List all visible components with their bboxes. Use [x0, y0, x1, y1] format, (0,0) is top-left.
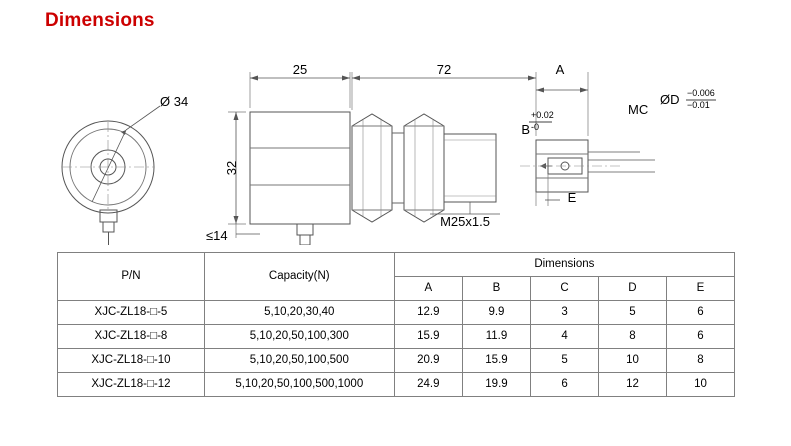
header-d: D	[598, 277, 666, 301]
cell-b: 9.9	[462, 301, 530, 325]
dim-E-label: E	[567, 190, 577, 205]
cell-pn: XJC-ZL18-□-10	[58, 349, 205, 373]
table-row	[58, 325, 735, 349]
cell-e: 6	[666, 325, 734, 349]
header-b: B	[462, 277, 530, 301]
tol-D-upper: −0.006	[687, 88, 715, 98]
cell-c: 5	[531, 349, 599, 373]
header-a: A	[394, 277, 462, 301]
table-row	[58, 349, 735, 373]
header-e: E	[666, 277, 734, 301]
tol-B-upper: +0.02	[531, 110, 554, 120]
cell-d: 8	[598, 325, 666, 349]
header-dimensions: Dimensions	[394, 253, 734, 277]
cell-a: 15.9	[394, 325, 462, 349]
cell-pn: XJC-ZL18-□-12	[58, 373, 205, 397]
cell-pn: XJC-ZL18-□-8	[58, 325, 205, 349]
cell-a: 24.9	[394, 373, 462, 397]
page-title: Dimensions	[45, 10, 155, 31]
tol-B-lower: -0	[531, 122, 540, 132]
dim-B-label: B	[521, 122, 530, 137]
dim-72-label: 72	[436, 62, 452, 77]
cell-c: 6	[531, 373, 599, 397]
header-capacity: Capacity(N)	[204, 253, 394, 301]
cell-capacity: 5,10,20,50,100,500	[204, 349, 394, 373]
cell-a: 12.9	[394, 301, 462, 325]
dim-D-label: ØD	[660, 92, 680, 107]
cell-c: 4	[531, 325, 599, 349]
dim-32-label: 32	[224, 160, 239, 176]
tol-D-lower: −0.01	[687, 100, 710, 110]
header-pn: P/N	[58, 253, 205, 301]
table-row	[58, 373, 735, 397]
header-c: C	[531, 277, 599, 301]
dim-34-label: Ø 34	[160, 94, 189, 109]
dim-25-label: 25	[292, 62, 308, 77]
cell-e: 10	[666, 373, 734, 397]
thread-label: M25x1.5	[440, 214, 490, 229]
cell-capacity: 5,10,20,30,40	[204, 301, 394, 325]
cell-pn: XJC-ZL18-□-5	[58, 301, 205, 325]
technical-drawing	[0, 30, 791, 245]
cell-a: 20.9	[394, 349, 462, 373]
label-MC: MC	[628, 102, 649, 117]
cell-d: 5	[598, 301, 666, 325]
dimensions-table	[57, 252, 735, 397]
dim-14-label: ≤14	[206, 228, 228, 243]
cell-b: 19.9	[462, 373, 530, 397]
cell-capacity: 5,10,20,50,100,500,1000	[204, 373, 394, 397]
dim-A-label: A	[555, 62, 565, 77]
cell-d: 10	[598, 349, 666, 373]
cell-b: 11.9	[462, 325, 530, 349]
cell-d: 12	[598, 373, 666, 397]
cell-c: 3	[531, 301, 599, 325]
cell-e: 6	[666, 301, 734, 325]
cell-e: 8	[666, 349, 734, 373]
cell-b: 15.9	[462, 349, 530, 373]
table-row	[58, 301, 735, 325]
cell-capacity: 5,10,20,50,100,300	[204, 325, 394, 349]
